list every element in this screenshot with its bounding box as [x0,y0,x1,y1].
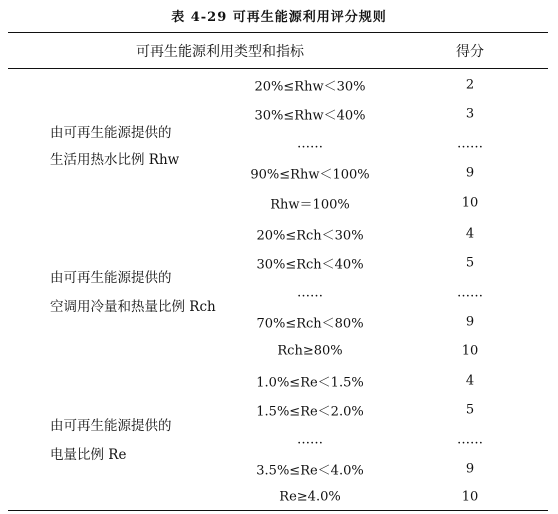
range-cell: 20%≤Rhw＜30% [254,79,366,95]
range-cell: 30%≤Rhw＜40% [254,108,366,124]
range-cell: …… [297,285,323,301]
range-cell: 3.5%≤Re＜4.0% [256,463,364,479]
range-cell: Rhw＝100% [270,197,350,213]
range-cell: 30%≤Rch＜40% [256,257,364,273]
score-cell: 3 [465,106,475,122]
score-cell: 4 [465,226,475,242]
table-bottom-rule [8,510,548,511]
header-score: 得分 [456,44,484,60]
group-label-hot-water-line1: 由可再生能源提供的 [50,125,172,141]
score-cell: …… [457,285,483,301]
score-cell: 9 [465,165,475,181]
score-cell: …… [457,432,483,448]
range-cell: Re≥4.0% [279,489,341,505]
range-cell: 70%≤Rch＜80% [256,316,364,332]
group-label-electricity-line2: 电量比例 Re [50,447,127,463]
range-cell: …… [297,136,323,152]
score-cell: 10 [461,489,479,505]
range-cell: 20%≤Rch＜30% [256,228,364,244]
score-cell: 10 [461,343,479,359]
score-cell: 4 [465,373,475,389]
score-cell: 2 [465,77,475,93]
score-cell: 5 [465,255,475,271]
score-cell: 9 [465,461,475,477]
table-top-rule [8,32,548,33]
range-cell: Rch≥80% [277,343,343,359]
score-cell: 9 [465,314,475,330]
score-cell: 5 [465,402,475,418]
header-bottom-rule [8,68,548,69]
group-label-cooling-heating-line1: 由可再生能源提供的 [50,270,172,286]
group-label-hot-water-line2: 生活用热水比例 Rhw [50,152,180,168]
range-cell: 1.0%≤Re＜1.5% [256,375,364,391]
header-indicator: 可再生能源利用类型和指标 [136,44,304,60]
range-cell: …… [297,432,323,448]
score-cell: 10 [461,195,479,211]
group-label-electricity-line1: 由可再生能源提供的 [50,418,172,434]
range-cell: 1.5%≤Re＜2.0% [256,404,364,420]
group-label-cooling-heating-line2: 空调用冷量和热量比例 Rch [50,299,216,315]
score-cell: …… [457,136,483,152]
table-caption: 表 4-29 可再生能源利用评分规则 [171,10,387,25]
range-cell: 90%≤Rhw＜100% [250,167,370,183]
